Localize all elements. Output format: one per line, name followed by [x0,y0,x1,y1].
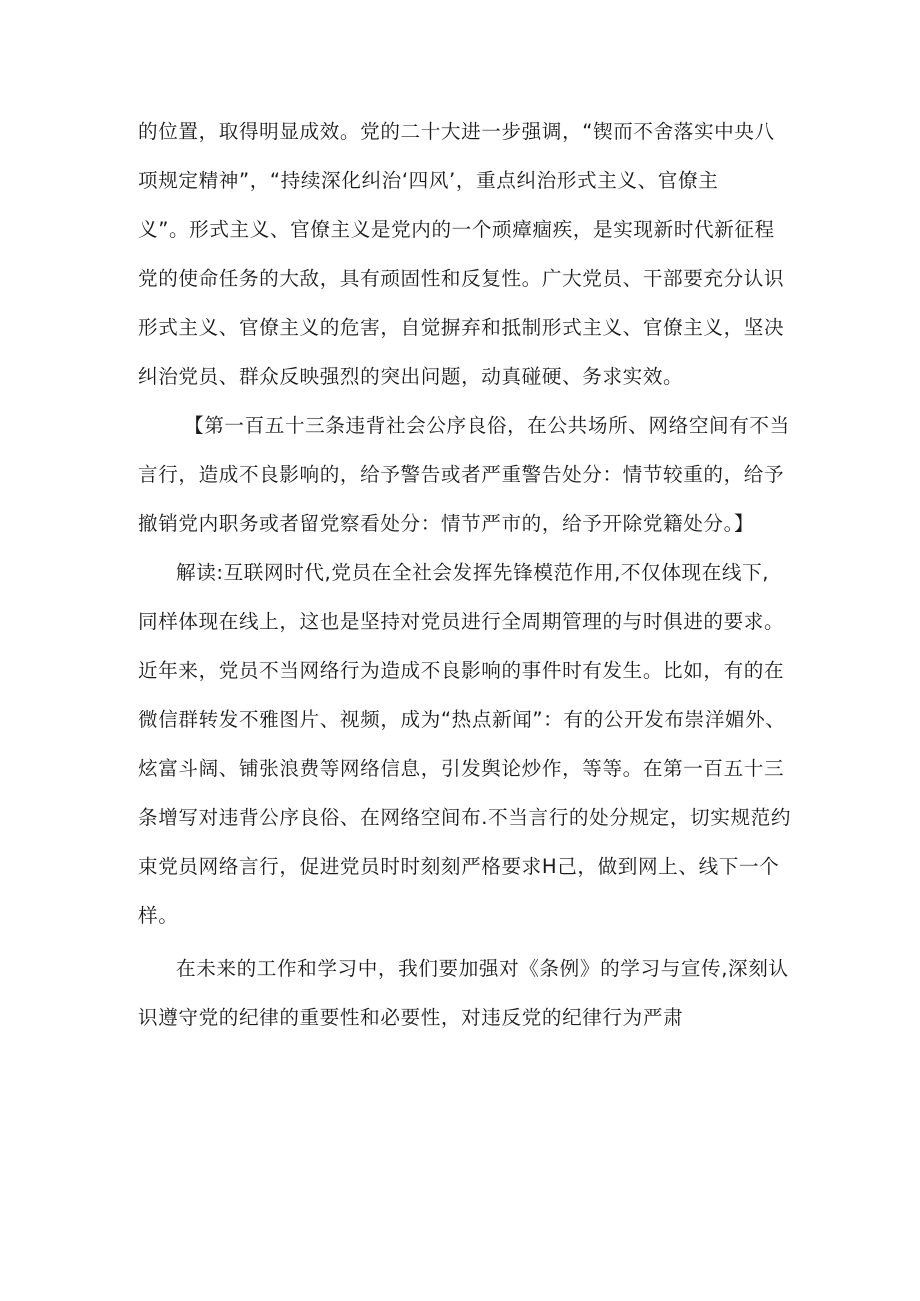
interpretation-text-line: 条增写对违背公序良俗、在网络空间布.不当言行的处分规定，切实规范约 [138,806,792,829]
interpretation-text-line: 炫富斗阔、铺张浪费等网络信息，引发舆论炒作，等等。在第一百五十三 [138,757,785,780]
text-line: 纠治党员、群众反映强烈的突出问题，动真碰硬、务求实效。 [138,365,684,388]
article-text-line: 撤销党内职务或者留党察看处分：情节严市的，给予开除党籍处分。】 [138,512,755,535]
article-text-line: 言行，造成不良影响的，给予警告或者严重警告处分：情节较重的，给予 [138,463,785,486]
interpretation-text-line: 解读:互联网时代,党员在全社会发挥先锋模范作用,不仅体现在线下, [176,561,770,584]
interpretation-text-line: 束党员网络言行，促进党员时时刻刻严格要求H己，做到网上、线下一个 [138,855,780,878]
text-line: 的位置，取得明显成效。党的二十大进一步强调，“锲而不舍落实中央八 [138,120,775,143]
text-line: 义”。形式主义、官僚主义是党内的一个顽瘴痼疾，是实现新时代新征程 [138,218,775,241]
interpretation-text-line: 样。 [138,904,179,927]
interpretation-text-line: 微信群转发不雅图片、视频，成为“热点新闻”：有的公开发布崇洋媚外、 [138,708,786,731]
conclusion-text-line: 识遵守党的纪律的重要性和必要性，对违反党的纪律行为严肃 [138,1006,684,1029]
text-line: 项规定精神”，“持续深化纠治‘四风’，重点纠治形式主义、官僚主 [138,169,719,192]
conclusion-text-line: 在未来的工作和学习中，我们要加强对《条例》的学习与宣传,深刻认 [176,957,789,980]
text-line: 党的使命任务的大敌，具有顽固性和反复性。广大党员、干部要充分认识 [138,267,785,290]
article-text-line: 【第一百五十三条违背社会公序良俗，在公共场所、网络空间有不当 [184,414,790,437]
interpretation-text-line: 同样体现在线上，这也是坚持对党员进行全周期管理的与时俱进的要求。 [138,610,785,633]
interpretation-text-line: 近年来，党员不当网络行为造成不良影响的事件时有发生。比如，有的在 [138,659,785,682]
text-line: 形式主义、官僚主义的危害，自觉摒弃和抵制形式主义、官僚主义，坚决 [138,316,785,339]
